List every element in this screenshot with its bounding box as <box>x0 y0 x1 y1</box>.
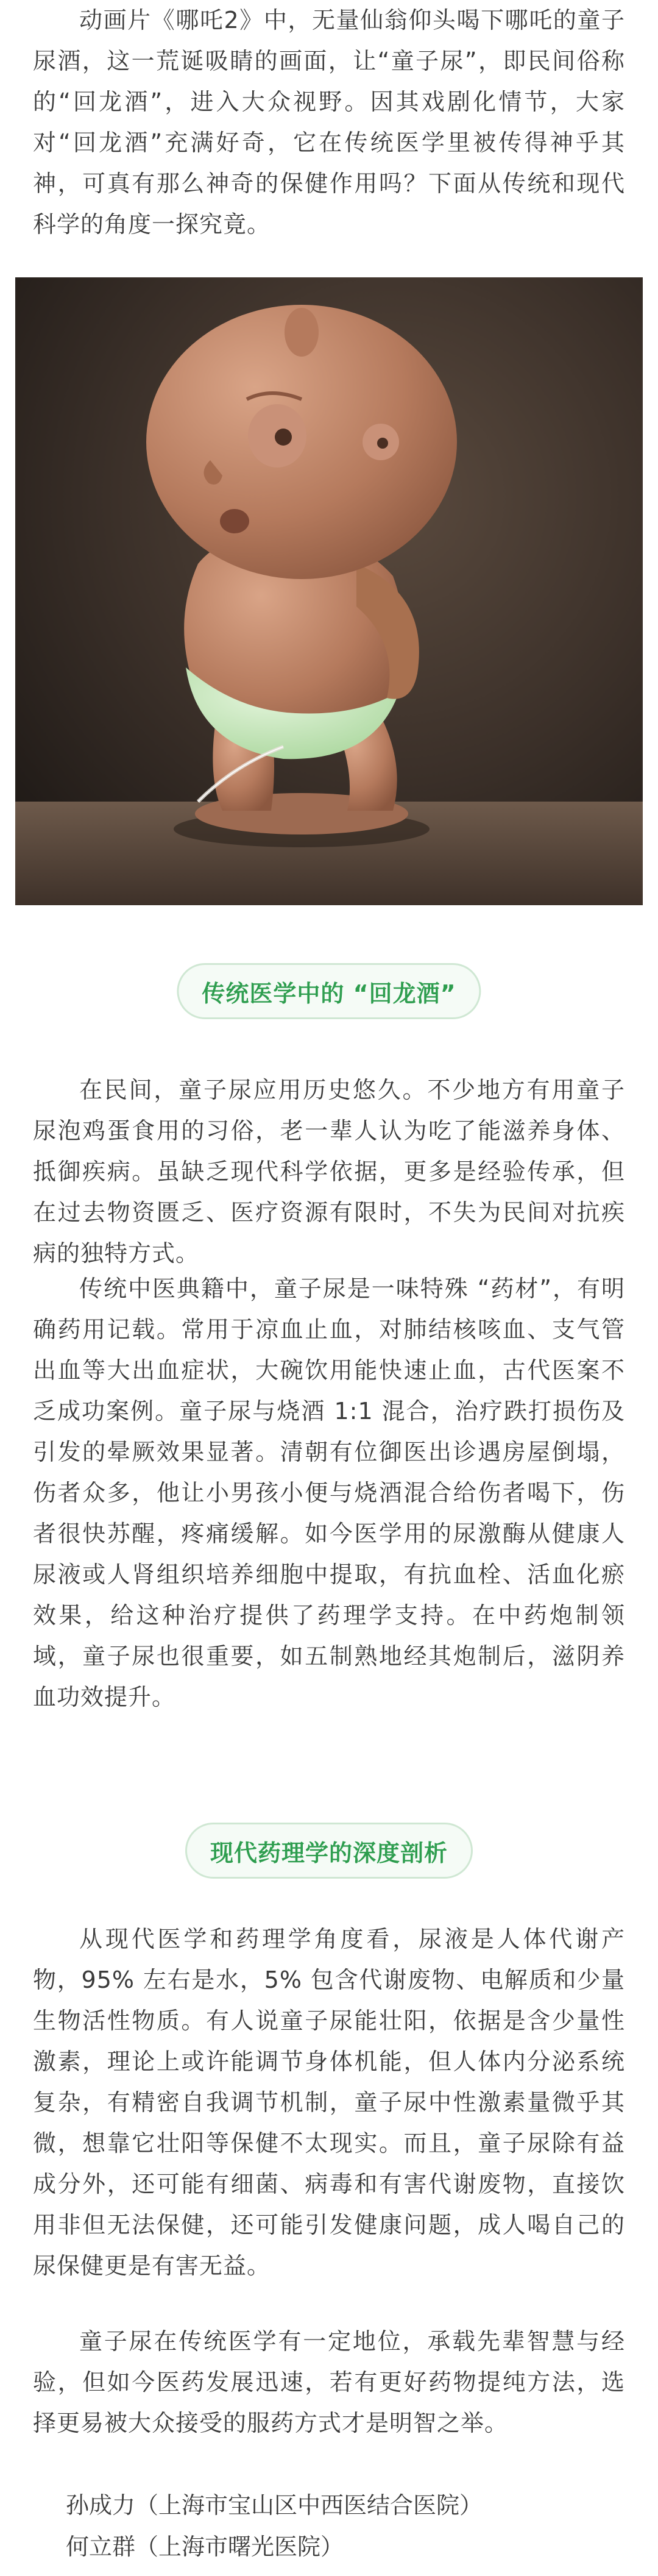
modern-paragraph-1: 从现代医学和药理学角度看，尿液是人体代谢产物，95% 左右是水，5% 包含代谢废物、电解质和少量生物活性物质。有人说童子尿能壮阳，依据是含少量性激素，理论上或许能调节身体机能，但人体内分泌系统复杂，有精密自我调节机制，童子尿中性激素量微乎其微，想靠它壮阳等保健不太现实。而且，童子尿除有益成分外，还可能有细菌、病毒和有害代谢废物，直接饮用非但无法保健，还可能引发健康问题，成人喝自己的尿保健更是有害无益。 <box>33 1926 625 2279</box>
section-heading-modern <box>185 1823 473 1879</box>
traditional-paragraph-1: 在民间，童子尿应用历史悠久。不少地方有用童子尿泡鸡蛋食用的习俗，老一辈人认为吃了能滋养身体、抵御疾病。虽缺乏现代科学依据，更多是经验传承，但在过去物资匮乏、医疗资源有限时，不失为民间对抗疾病的独特方式。 <box>33 1076 625 1267</box>
author-line-2: 何立群（上海市曙光医院） <box>66 2533 344 2560</box>
section-heading-modern-label: 现代药理学的深度剖析 <box>210 1839 448 1866</box>
author-line-1: 孙成力（上海市宝山区中西医结合医院） <box>66 2492 483 2519</box>
intro-paragraph: 动画片《哪吒2》中，无量仙翁仰头喝下哪吒的童子尿酒，这一荒诞吸睛的画面，让“童子尿”，即民间俗称的“回龙酒”，进入大众视野。因其戏剧化情节，大家对“回龙酒”充满好奇，它在传统医学里被传得神乎其神，可真有那么神奇的保健作用吗？下面从传统和现代科学的角度一探究竟。 <box>33 7 625 238</box>
section-heading-traditional-label: 传统医学中的 “回龙酒” <box>202 980 456 1007</box>
section-heading-traditional <box>177 963 481 1019</box>
traditional-paragraph-2: 传统中医典籍中，童子尿是一味特殊 “药材”，有明确药用记载。常用于凉血止血，对肺结核咳血、支气管出血等大出血症状，大碗饮用能快速止血，古代医案不乏成功案例。童子尿与烧酒 1:1 混合，治疗跌打损伤及引发的晕厥效果显著。清朝有位御医出诊遇房屋倒塌，伤者众多，他让小男孩小便与烧酒混合给伤者喝下，伤者很快苏醒，疼痛缓解。如今医学用的尿激酶从健康人尿液或人肾组织培养细胞中提取，有抗血栓、活血化瘀效果，给这种治疗提供了药理学支持。在中药炮制领域，童子尿也很重要，如五制熟地经其炮制后，滋阴养血功效提升。 <box>33 1275 625 1710</box>
figurine-photo <box>15 277 643 905</box>
modern-paragraph-2: 童子尿在传统医学有一定地位，承载先辈智慧与经验，但如今医药发展迅速，若有更好药物提纯方法，选择更易被大众接受的服药方式才是明智之举。 <box>33 2328 625 2436</box>
